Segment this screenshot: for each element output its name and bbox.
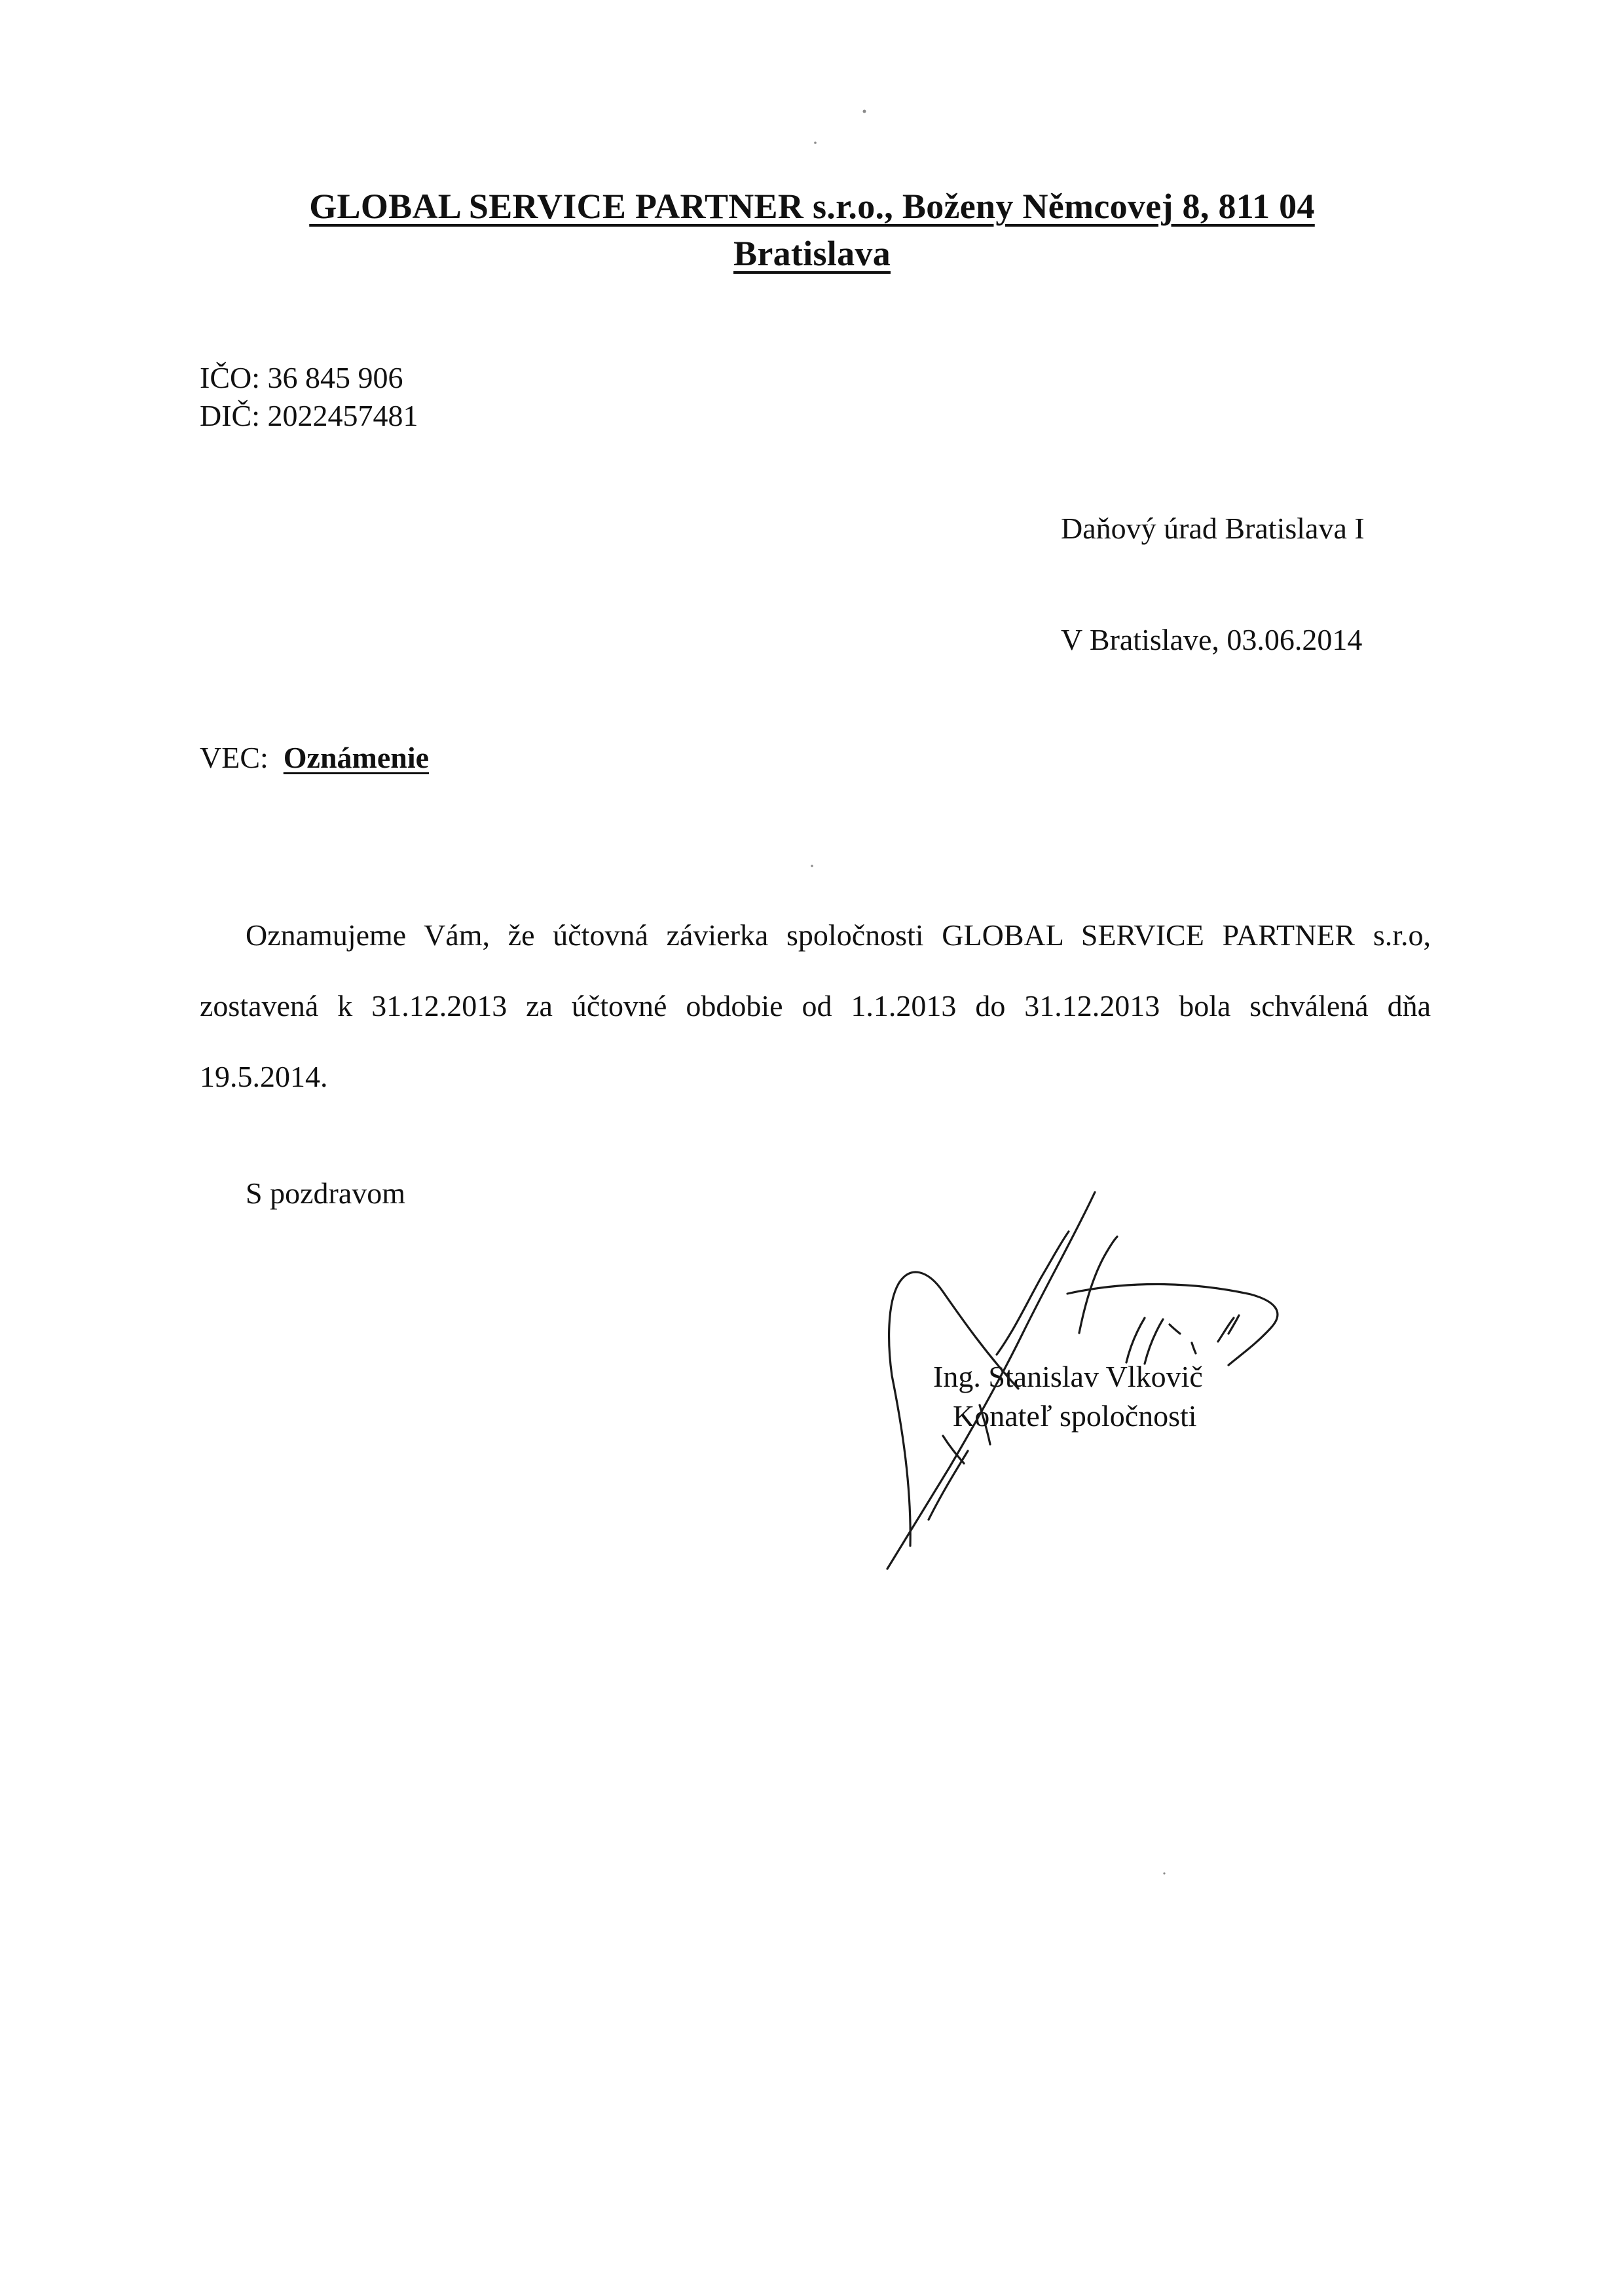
body-line: Oznamujeme Vám, že účtovná závierka spoločnosti GLOBAL SERVICE PARTNER s.r.o,	[246, 918, 1431, 952]
subject-label: VEC:	[200, 741, 268, 774]
body-line: zostavená k 31.12.2013 za účtovné obdobie od 1.1.2013 do 31.12.2013 bola schválená dňa	[200, 989, 1431, 1023]
place-and-date: V Bratislave, 03.06.2014	[1061, 623, 1363, 656]
company-dic: DIČ: 2022457481	[200, 399, 418, 432]
company-ico: IČO: 36 845 906	[200, 361, 403, 394]
company-header-line1: GLOBAL SERVICE PARTNER s.r.o., Boženy Němcovej 8, 811 04	[309, 187, 1315, 226]
body-line: 19.5.2014.	[200, 1060, 328, 1093]
closing-greeting: S pozdravom	[246, 1176, 406, 1210]
subject-value: Oznámenie	[283, 741, 430, 774]
company-header-line2: Bratislava	[733, 234, 891, 273]
recipient-address: Daňový úrad Bratislava I	[1061, 512, 1365, 545]
signer-name: Ing. Stanislav Vlkovič	[933, 1360, 1203, 1393]
signer-role: Konateľ spoločnosti	[953, 1399, 1197, 1433]
